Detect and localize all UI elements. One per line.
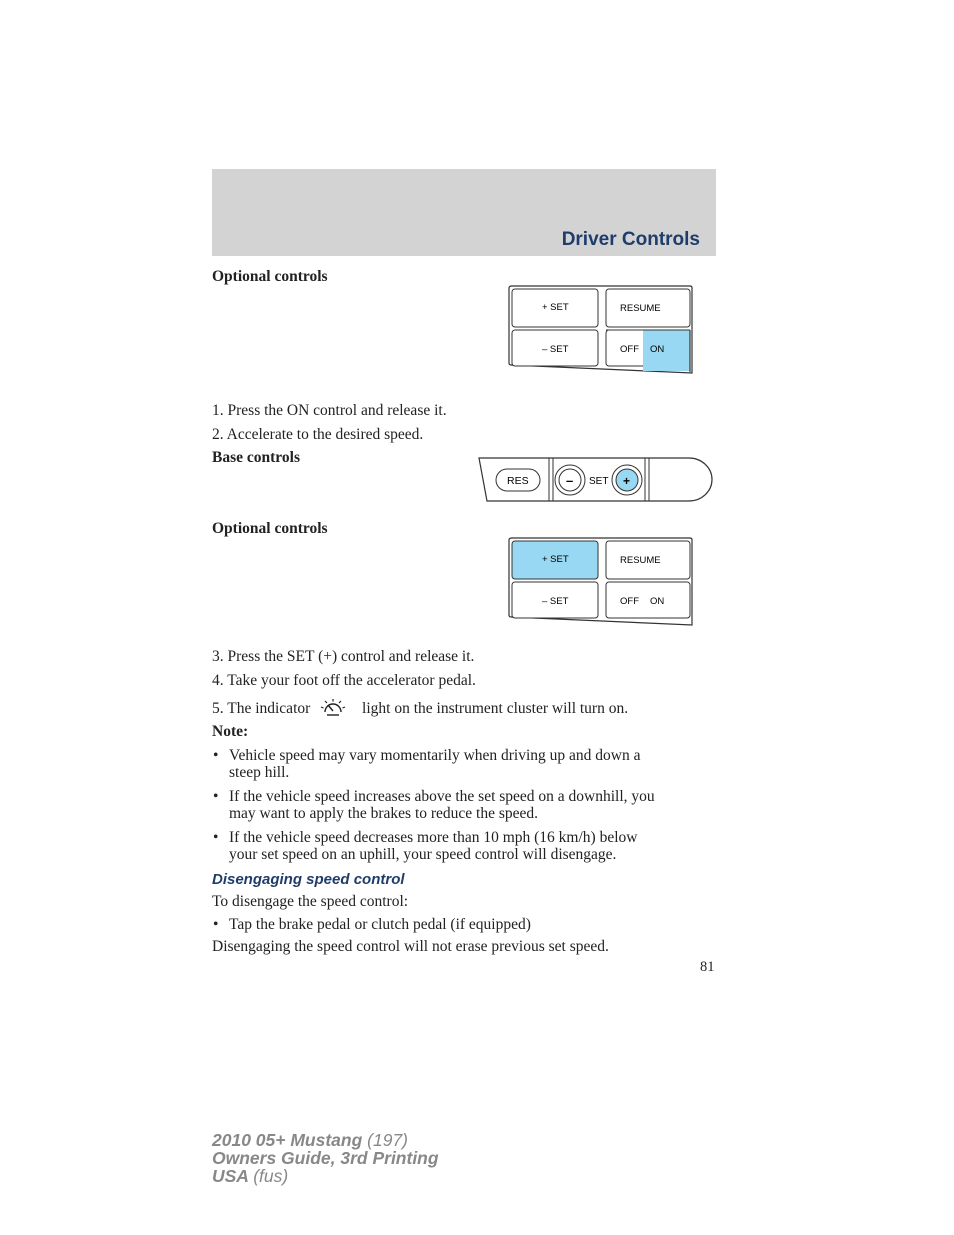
off-label: OFF — [620, 344, 639, 355]
disengage-bullet: • Tap the brake pedal or clutch pedal (if equipped) — [213, 916, 531, 933]
note-bullet-1: • Vehicle speed may vary momentarily when driving up and down a steep hill. — [213, 747, 641, 781]
footer-guide: Owners Guide, 3rd Printing — [212, 1148, 439, 1168]
resume-label: RESUME — [620, 303, 661, 314]
note-bullet-3: • If the vehicle speed decreases more than 10 mph (16 km/h) below your set speed on an uphill, your speed control will disengage. — [213, 829, 638, 863]
optional-controls-diagram-on — [505, 283, 695, 375]
footer-model: 2010 05+ Mustang — [212, 1130, 363, 1150]
on-label-2: ON — [650, 596, 665, 607]
minus-label: – — [566, 473, 574, 488]
step-5-after: light on the instrument cluster will turn on. — [362, 700, 629, 717]
optional-controls-heading-2: Optional controls — [212, 520, 328, 537]
off-label-2: OFF — [620, 596, 639, 607]
step-5-before: 5. The indicator — [212, 700, 311, 717]
step-5 — [212, 697, 628, 719]
minus-set-label-2: – SET — [542, 596, 569, 607]
plus-set-label-2: + SET — [542, 554, 569, 565]
plus-set-label: + SET — [542, 302, 569, 313]
on-label: ON — [650, 344, 665, 355]
section-title: Driver Controls — [561, 229, 700, 250]
minus-set-label: – SET — [542, 344, 569, 355]
speedometer-icon — [318, 697, 348, 719]
base-controls-diagram — [477, 456, 717, 503]
document-footer — [212, 1131, 439, 1185]
res-label: RES — [507, 475, 529, 487]
section-header-band — [212, 169, 716, 256]
footer-region: USA — [212, 1166, 249, 1186]
note-heading: Note: — [212, 723, 249, 740]
resume-label-2: RESUME — [620, 555, 661, 566]
footer-region-code: (fus) — [253, 1166, 289, 1186]
step-4: 4. Take your foot off the accelerator pedal. — [212, 672, 476, 689]
step-3: 3. Press the SET (+) control and release it. — [212, 648, 475, 665]
disengaging-heading: Disengaging speed control — [212, 871, 405, 888]
step-2: 2. Accelerate to the desired speed. — [212, 426, 424, 443]
disengage-closing: Disengaging the speed control will not erase previous set speed. — [212, 938, 609, 955]
footer-model-code: (197) — [367, 1130, 409, 1150]
optional-controls-heading: Optional controls — [212, 268, 328, 285]
set-label: SET — [589, 476, 609, 487]
plus-label: + — [623, 474, 631, 488]
page-number: 81 — [700, 959, 715, 975]
base-controls-heading: Base controls — [212, 449, 300, 466]
disengage-intro: To disengage the speed control: — [212, 893, 409, 910]
note-bullet-2: • If the vehicle speed increases above the set speed on a downhill, you may want to apply the brakes to reduce the speed. — [213, 788, 655, 822]
step-1: 1. Press the ON control and release it. — [212, 402, 447, 419]
optional-controls-diagram-set — [505, 535, 695, 627]
